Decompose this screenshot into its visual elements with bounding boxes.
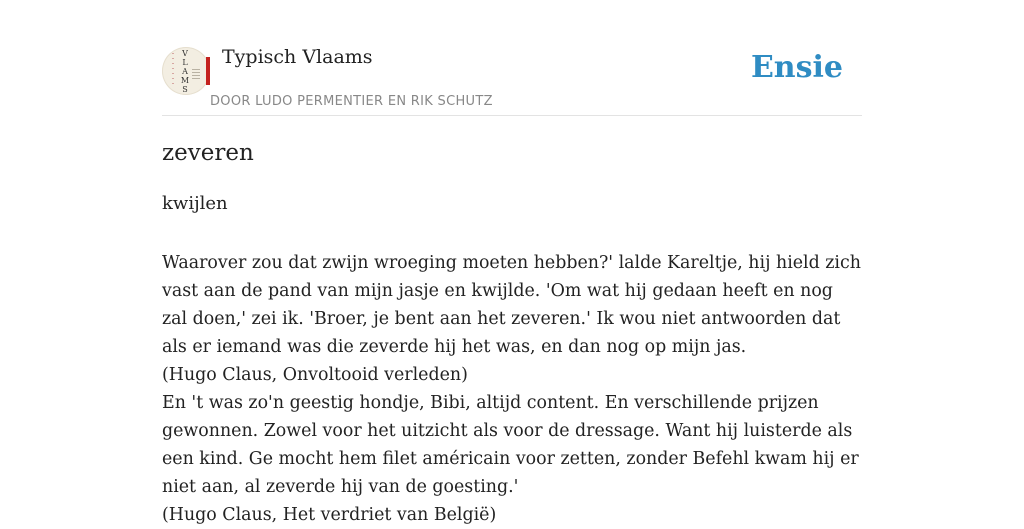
logo-accent-bar xyxy=(206,57,210,85)
logo-dots xyxy=(172,53,174,87)
entry-definition: kwijlen xyxy=(162,193,228,214)
byline: DOOR LUDO PERMENTIER EN RIK SCHUTZ xyxy=(210,94,493,109)
logo-lines xyxy=(192,69,200,79)
site-title[interactable]: Typisch Vlaams xyxy=(222,46,373,68)
logo-letters xyxy=(179,49,191,94)
quote-source: (Hugo Claus, Onvoltooid verleden) xyxy=(162,365,468,385)
logo-letter: L xyxy=(182,58,188,67)
site-header xyxy=(162,0,862,116)
quote-source: (Hugo Claus, Het verdriet van België) xyxy=(162,505,497,525)
logo-letter: M xyxy=(180,76,190,85)
brand-logo-link[interactable]: Ensie xyxy=(750,50,843,85)
quote-text: En 't was zo'n geestig hondje, Bibi, altijd content. En verschillende prijzen gewonnen. Zowel voor het uitzicht als voor de dressage. Want hij luisterde als een kind. Ge mocht hem filet américain voor zetten, zonder Befehl kwam hij er niet aan, al zeverde hij van de goesting.' xyxy=(162,393,859,497)
quote-text: Waarover zou dat zwijn wroeging moeten hebben?' lalde Kareltje, hij hield zich vast aan de pand van mijn jasje en kwijlde. 'Om wat hij gedaan heeft en nog zal doen,' zei ik. 'Broer, je bent aan het zeveren.' Ik wou niet antwoorden dat als er iemand was die zeverde hij het was, en dan nog op mijn jas. xyxy=(162,253,861,357)
site-logo[interactable] xyxy=(162,47,210,95)
entry-quotes xyxy=(162,249,862,529)
entry-term: zeveren xyxy=(162,140,254,166)
logo-letter: A xyxy=(182,67,188,76)
logo-letter: S xyxy=(182,85,188,94)
entry-container xyxy=(162,0,862,525)
logo-letter: V xyxy=(182,49,188,58)
